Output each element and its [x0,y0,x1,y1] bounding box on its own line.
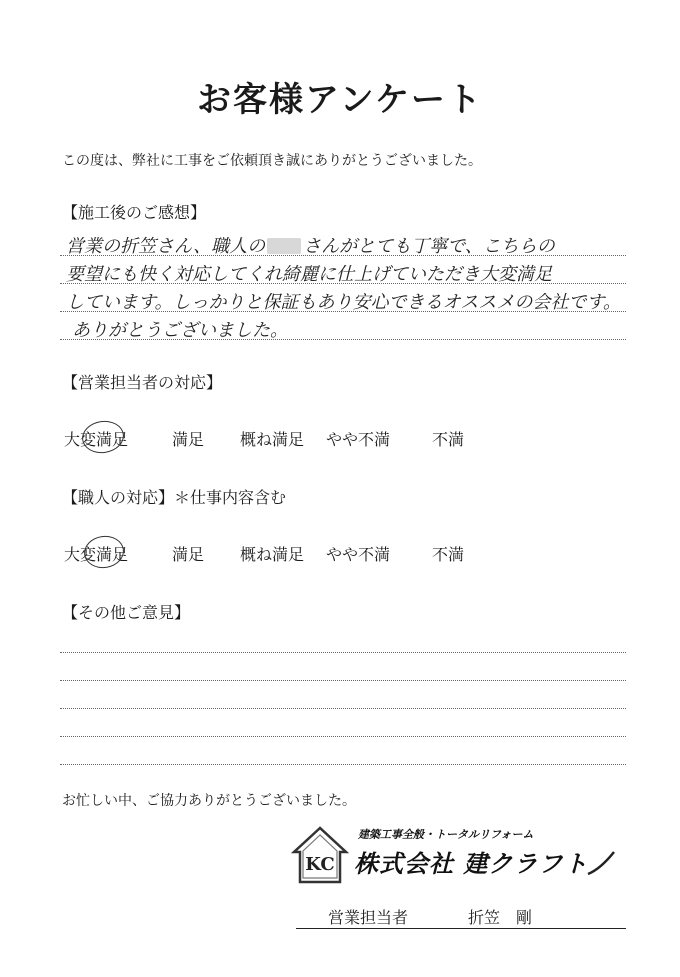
closing-thanks: お忙しい中、ご協力ありがとうございました。 [62,793,356,809]
rating-option[interactable]: 満足 [172,430,205,449]
rating-option[interactable]: 概ね満足 [240,430,305,449]
handwritten-text: さんがとても丁寧で、こちらの [303,236,555,257]
rating-option[interactable]: やや不満 [326,430,391,449]
signature-role: 営業担当者 [328,908,409,927]
logo-mark-text: KC [305,854,335,875]
handwritten-line-4: ありがとうございました。 [72,320,288,341]
comment-line[interactable] [60,708,626,709]
rating-option-selected[interactable]: 大変満足 [64,545,129,564]
impressions-heading: 【施工後のご感想】 [62,203,207,222]
swoosh-icon [586,848,616,878]
signature-name: 折笠 剛 [468,908,533,927]
redacted-name [267,238,301,254]
comment-line[interactable] [60,680,626,681]
handwritten-text: 営業の折笠さん、職人の [66,236,266,257]
company-tagline: 建築工事全般・トータルリフォーム [358,828,534,841]
company-logo [290,822,610,892]
rating-option[interactable]: 満足 [172,545,205,564]
rating-option[interactable]: 概ね満足 [240,545,305,564]
rating-option-selected[interactable]: 大変満足 [64,430,129,449]
handwritten-line-3: しています。しっかりと保証もあり安心できるオススメの会社です。 [66,292,621,313]
rating-option[interactable]: 不満 [432,545,465,564]
selection-circle-mark [82,533,126,570]
rating-option[interactable]: やや不満 [326,545,391,564]
other-heading: 【その他ご意見】 [62,603,191,622]
selection-circle-mark [80,418,126,456]
signature-underline [296,928,626,929]
comment-line[interactable] [60,652,626,653]
house-logo-icon [290,824,350,886]
company-name: 株式会社 建クラフト [354,850,589,878]
craftsman-heading: 【職人の対応】＊仕事内容含む [62,488,287,507]
page-title: お客様アンケート [197,80,483,120]
comment-line[interactable] [60,764,626,765]
handwritten-line-1 [66,232,555,258]
handwritten-line-2: 要望にも快く対応してくれ綺麗に仕上げていただき大変満足 [66,264,552,285]
comment-line[interactable] [60,736,626,737]
sales-heading: 【営業担当者の対応】 [62,373,223,392]
rating-option[interactable]: 不満 [432,430,465,449]
intro-text: この度は、弊社に工事をご依頼頂き誠にありがとうございました。 [62,153,482,169]
